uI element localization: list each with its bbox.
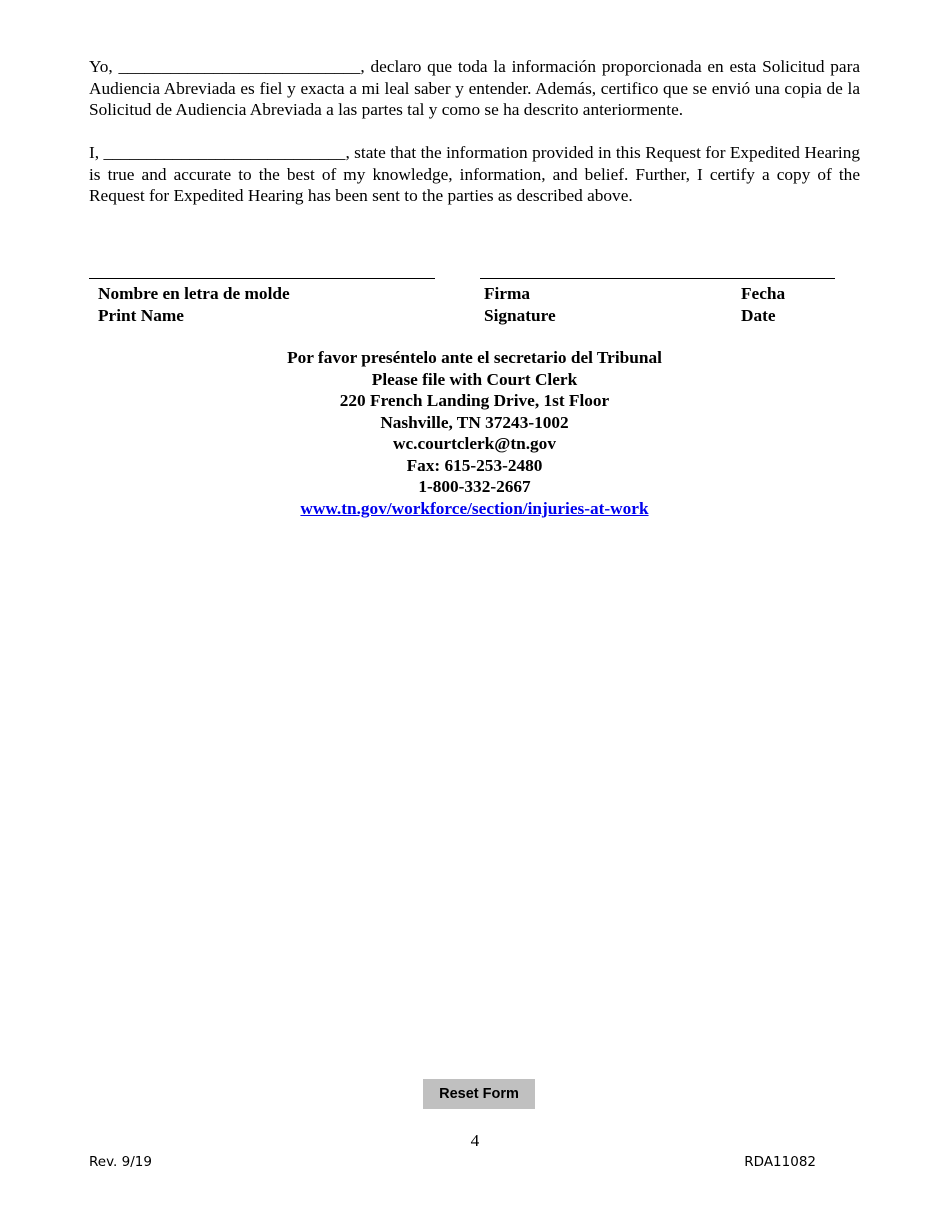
spanish-declaration-text: , declaro que toda la información proporcionada en esta Solicitud para Audiencia Abreviada es fiel y exacta a mi leal saber y entender. Además, certifico que se envió una copia de la Solicitud de Audiencia Abreviada a las partes tal y como se ha descrito anteriormente. (89, 57, 861, 119)
reset-form-button[interactable]: Reset Form (423, 1079, 535, 1109)
print-name-label-es: Nombre en letra de molde (98, 284, 290, 303)
form-code: RDA11082 (744, 1154, 816, 1170)
english-prefix: I, (89, 143, 104, 162)
filing-line-en: Please file with Court Clerk (371, 369, 578, 389)
address-line-2: Nashville, TN 37243-1002 (380, 412, 569, 432)
clerk-phone: 1-800-332-2667 (418, 477, 531, 496)
clerk-fax: Fax: 615-253-2480 (406, 455, 543, 475)
clerk-email: wc.courtclerk@tn.gov (393, 434, 556, 453)
website-link[interactable]: www.tn.gov/workforce/section/injuries-at-work (300, 498, 649, 518)
signature-date-line[interactable] (480, 264, 835, 279)
print-name-line[interactable] (89, 264, 435, 279)
revision-label: Rev. 9/19 (89, 1154, 152, 1170)
english-declaration (89, 142, 860, 207)
date-label-en: Date (741, 306, 776, 325)
filing-line-es: Por favor preséntelo ante el secretario del Tribunal (287, 348, 662, 367)
signature-label-en: Signature (484, 306, 556, 325)
print-name-label-en: Print Name (98, 306, 184, 325)
english-declaration-text: , state that the information provided in this Request for Expedited Hearing is true and accurate to the best of my knowledge, information, and belief. Further, I certify a copy of the Request for Expedited Hearing has been sent to the parties as described above. (89, 143, 860, 205)
signature-label-es: Firma (484, 284, 531, 303)
filing-instructions (89, 347, 860, 519)
spanish-name-blank[interactable]: ____________________________ (118, 57, 361, 76)
spanish-declaration (89, 56, 860, 121)
spanish-prefix: Yo, (89, 57, 119, 76)
date-label-es: Fecha (741, 284, 786, 303)
page-number: 4 (470, 1131, 480, 1150)
english-name-blank[interactable]: ____________________________ (103, 143, 346, 162)
address-line-1: 220 French Landing Drive, 1st Floor (339, 391, 610, 410)
